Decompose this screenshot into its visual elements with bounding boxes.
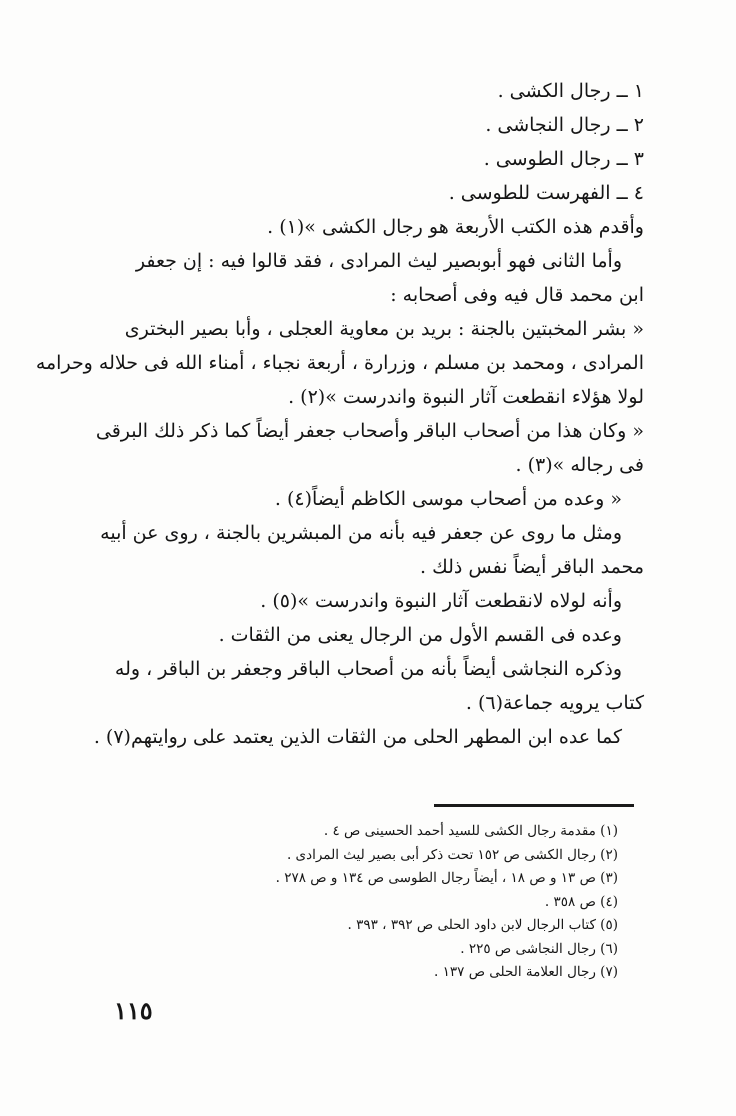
paragraph-line: وعده فى القسم الأول من الرجال يعنى من الثقات . xyxy=(218,624,622,646)
footnote: (٦) رجال النجاشى ص ٢٢٥ . xyxy=(460,940,618,957)
paragraph-2 xyxy=(84,244,644,312)
paragraph-line: محمد الباقر أيضاً نفس ذلك . xyxy=(419,556,644,578)
list-item: ٣ ــ رجال الطوسى . xyxy=(483,148,644,170)
paragraph-line: وأنه لولاه لانقطعت آثار النبوة واندرست »(٥) . xyxy=(260,590,622,612)
footnote: (٢) رجال الكشى ص ١٥٢ تحت ذكر أبى بصير ليث المرادى . xyxy=(286,846,618,863)
paragraph-line: وأقدم هذه الكتب الأربعة هو رجال الكشى »(١) . xyxy=(267,216,644,238)
paragraph-line: كما عده ابن المطهر الحلى من الثقات الذين يعتمد على روايتهم(٧) . xyxy=(93,726,622,748)
paragraph-line: المرادى ، ومحمد بن مسلم ، وزرارة ، أربعة نجباء ، أمناء الله فى حلاله وحرامه xyxy=(35,352,644,374)
paragraph-5 xyxy=(84,482,644,516)
paragraph-7 xyxy=(84,584,644,618)
footnote: (١) مقدمة رجال الكشى للسيد أحمد الحسينى ص ٤ . xyxy=(323,823,618,839)
paragraph-line: وأما الثانى فهو أبوبصير ليث المرادى ، فقد قالوا فيه : إن جعفر xyxy=(135,250,622,272)
paragraph-6 xyxy=(84,516,644,584)
paragraph-line: ومثل ما روى عن جعفر فيه بأنه من المبشرين بالجنة ، روى عن أبيه xyxy=(100,522,622,544)
footnote-divider xyxy=(434,804,634,807)
paragraph-4 xyxy=(84,414,644,482)
paragraph-8 xyxy=(84,618,644,652)
paragraph-line: كتاب يرويه جماعة(٦) . xyxy=(465,692,644,714)
list-item: ١ ــ رجال الكشى . xyxy=(497,80,644,102)
paragraph-line: ابن محمد قال فيه وفى أصحابه : xyxy=(390,284,644,306)
paragraph-9 xyxy=(84,652,644,720)
paragraph-10 xyxy=(84,720,644,754)
footnote: (٥) كتاب الرجال لابن داود الحلى ص ٣٩٢ ، ٣٩٣ . xyxy=(347,917,618,933)
footnote: (٤) ص ٣٥٨ . xyxy=(544,893,618,910)
paragraph-line: « وكان هذا من أصحاب الباقر وأصحاب جعفر أيضاً كما ذكر ذلك البرقى xyxy=(95,420,644,442)
paragraph-line: فى رجاله »(٣) . xyxy=(515,454,644,476)
paragraph-line: « بشر المخبتين بالجنة : بريد بن معاوية العجلى ، وأبا بصير البخترى xyxy=(124,318,644,340)
paragraph-3 xyxy=(35,312,644,414)
paragraph-1 xyxy=(84,210,644,244)
main-text xyxy=(35,74,644,754)
list-item: ٢ ــ رجال النجاشى . xyxy=(485,114,644,136)
page-number: ١١٥ xyxy=(114,996,153,1025)
list-item: ٤ ــ الفهرست للطوسى . xyxy=(448,182,644,204)
footnote: (٣) ص ١٣ و ص ١٨ ، أيضاً رجال الطوسى ص ١٣٤ و ص ٢٧٨ . xyxy=(275,870,618,886)
paragraph-line: « وعده من أصحاب موسى الكاظم أيضاً(٤) . xyxy=(274,488,622,510)
footnote: (٧) رجال العلامة الحلى ص ١٣٧ . xyxy=(434,964,618,980)
footnotes xyxy=(98,820,618,985)
paragraph-line: وذكره النجاشى أيضاً بأنه من أصحاب الباقر وجعفر بن الباقر ، وله xyxy=(114,658,622,680)
paragraph-line: لولا هؤلاء انقطعت آثار النبوة واندرست »(٢) . xyxy=(288,386,644,408)
